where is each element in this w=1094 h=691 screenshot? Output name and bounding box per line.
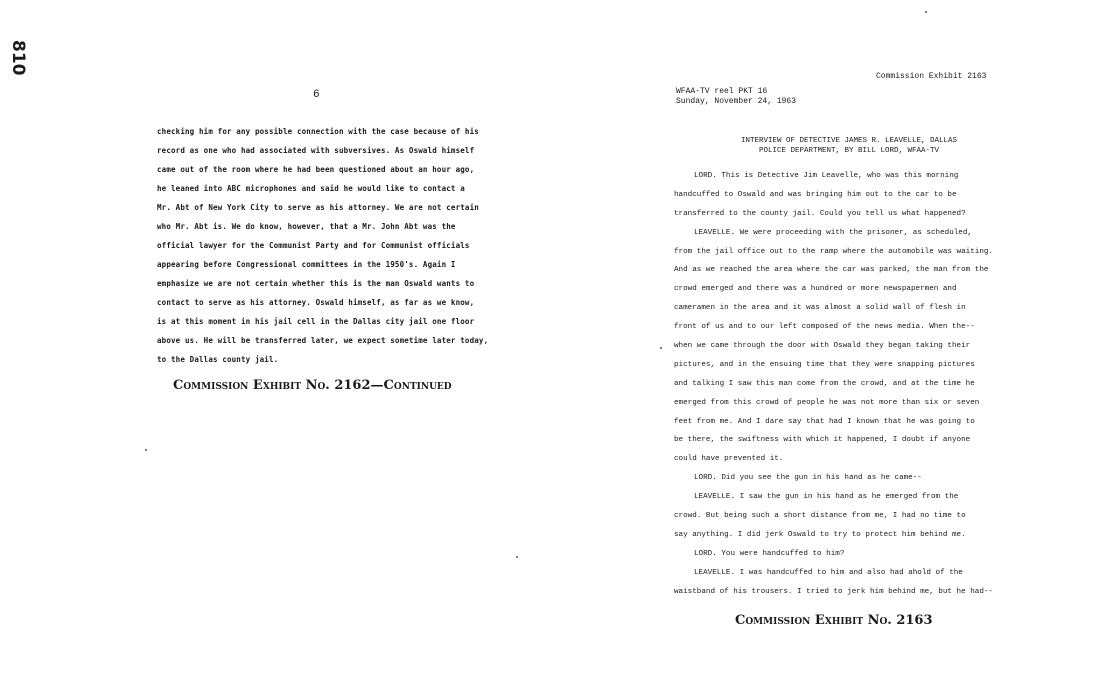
right-text-line: when we came through the door with Oswald they began taking their bbox=[674, 342, 971, 351]
left-text-line: who Mr. Abt is. We do know, however, that a Mr. John Abt was the bbox=[157, 222, 456, 231]
right-text-line: be there, the swiftness with which it happened, I doubt if anyone bbox=[674, 436, 971, 445]
right-exhibit-caption: Commission Exhibit No. 2163 bbox=[735, 613, 933, 628]
scan-speck bbox=[516, 556, 518, 558]
left-text-line: came out of the room where he had been questioned about an hour ago, bbox=[157, 165, 475, 174]
left-body-text bbox=[157, 126, 507, 373]
left-text-line: is at this moment in his jail cell in the Dallas city jail one floor bbox=[157, 317, 475, 326]
left-text-line: above us. He will be transferred later, we expect sometime later today, bbox=[157, 336, 489, 345]
scan-speck bbox=[660, 347, 662, 349]
left-text-line: he leaned into ABC microphones and said he would like to contact a bbox=[157, 184, 465, 193]
right-text-line: LEAVELLE. We were proceeding with the prisoner, as scheduled, bbox=[694, 228, 972, 237]
right-text-line: say anything. I did jerk Oswald to try to protect him behind me. bbox=[674, 530, 966, 539]
right-text-line: pictures, and in the ensuing time that they were snapping pictures bbox=[674, 360, 975, 369]
right-text-line: LEAVELLE. I was handcuffed to him and also had ahold of the bbox=[694, 568, 963, 577]
right-text-line: LORD. You were handcuffed to him? bbox=[694, 549, 845, 558]
right-text-line: crowd. But being such a short distance from me, I had no time to bbox=[674, 512, 966, 521]
right-text-line: LORD. This is Detective Jim Leavelle, who was this morning bbox=[694, 172, 959, 180]
left-text-line: contact to serve as his attorney. Oswald himself, as far as we know, bbox=[157, 298, 475, 307]
right-text-line: transferred to the county jail. Could you tell us what happened? bbox=[674, 209, 966, 218]
right-body-text bbox=[674, 170, 1009, 604]
left-exhibit-caption: Commission Exhibit No. 2162—Continued bbox=[173, 378, 452, 393]
right-text-line: crowd emerged and there was a hundred or more newspapermen and bbox=[674, 285, 957, 294]
title-line: INTERVIEW OF DETECTIVE JAMES R. LEAVELLE, DALLAS bbox=[740, 137, 958, 145]
interview-title bbox=[676, 136, 1022, 156]
scan-speck bbox=[925, 11, 927, 13]
right-text-line: emerged from this crowd of people he was not more than six or seven bbox=[674, 398, 980, 407]
right-text-line: could have prevented it. bbox=[674, 455, 784, 464]
right-exhibit-header: Commission Exhibit 2163 bbox=[876, 72, 987, 81]
right-text-line: feet from me. And I dare say that had I known that he was going to bbox=[674, 417, 975, 426]
right-text-line: from the jail office out to the ramp where the automobile was waiting. bbox=[674, 247, 993, 256]
right-meta bbox=[676, 87, 796, 107]
right-text-line: waistband of his trousers. I tried to jerk him behind me, but he had-- bbox=[674, 587, 993, 596]
scan-speck bbox=[145, 449, 147, 451]
right-text-line: LEAVELLE. I saw the gun in his hand as he emerged from the bbox=[694, 493, 959, 502]
left-text-line: appearing before Congressional committees in the 1950's. Again I bbox=[157, 260, 456, 269]
right-text-line: front of us and to our left composed of the news media. When the-- bbox=[674, 323, 975, 332]
left-page-number: 6 bbox=[313, 89, 320, 101]
left-text-line: record as one who had associated with subversives. As Oswald himself bbox=[157, 146, 475, 155]
right-text-line: cameramen in the area and it was almost a solid wall of flesh in bbox=[674, 304, 966, 313]
left-text-line: checking him for any possible connection with the case because of his bbox=[157, 127, 479, 136]
left-text-line: Mr. Abt of New York City to serve as his attorney. We are not certain bbox=[157, 203, 479, 212]
reel-label: WFAA-TV reel PKT 16 bbox=[676, 87, 768, 96]
right-text-line: LORD. Did you see the gun in his hand as he came-- bbox=[694, 474, 922, 483]
left-text-line: to the Dallas county jail. bbox=[157, 355, 279, 364]
right-text-line: and talking I saw this man come from the crowd, and at the time he bbox=[674, 379, 975, 388]
date-label: Sunday, November 24, 1963 bbox=[676, 97, 797, 106]
right-text-line: handcuffed to Oswald and was bringing him out to the car to be bbox=[674, 190, 957, 199]
left-text-line: official lawyer for the Communist Party and for Communist officials bbox=[157, 241, 470, 250]
page-number: 810 bbox=[8, 40, 28, 76]
title-line: POLICE DEPARTMENT, BY BILL LORD, WFAA-TV bbox=[758, 147, 940, 155]
left-text-line: emphasize we are not certain whether this is the man Oswald wants to bbox=[157, 279, 475, 288]
right-text-line: And as we reached the area where the car was parked, the man from the bbox=[674, 266, 989, 275]
